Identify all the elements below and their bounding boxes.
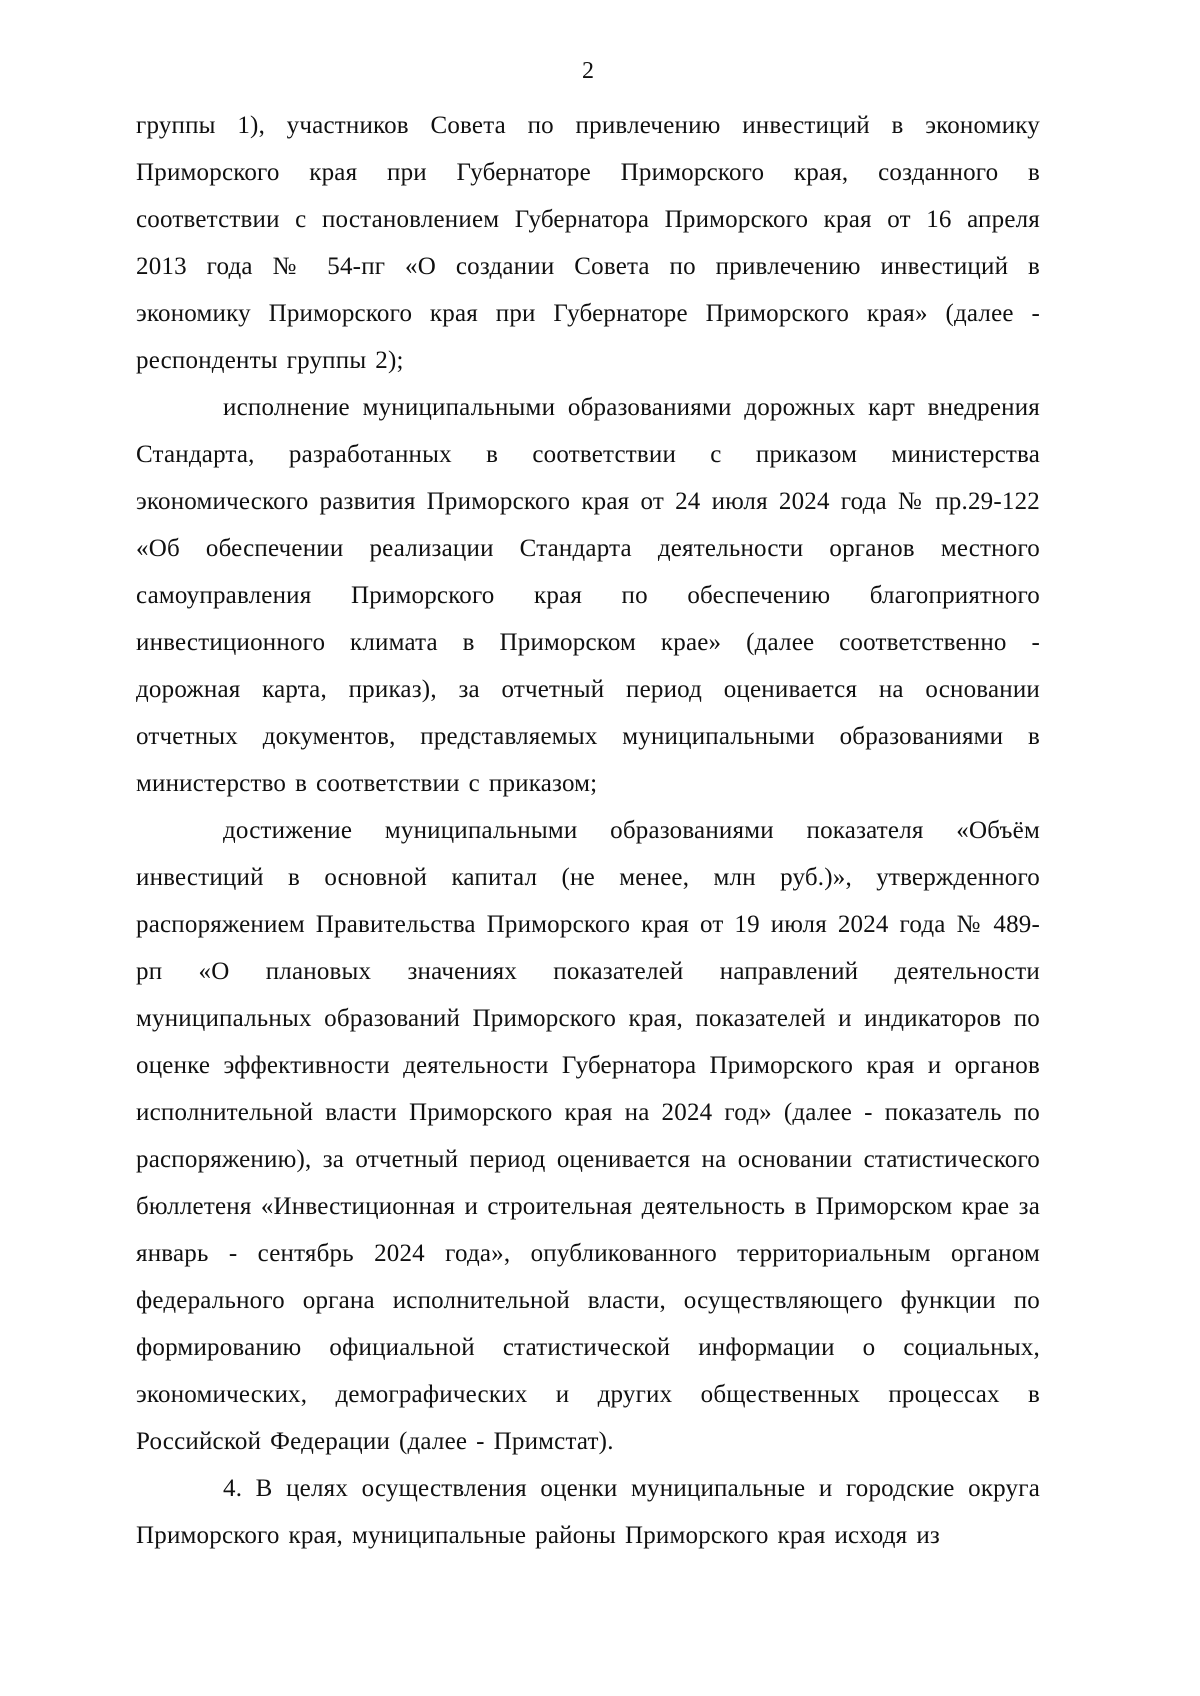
document-body: [136, 102, 1040, 1559]
paragraph: исполнение муниципальными образованиями дорожных карт внедрения Стандарта, разработанных в соответствии с приказом министерства экономического развития Приморского края от 24 июля 2024 года № пр.29-122 «Об обеспечении реализации Стандарта деятельности органов местного самоуправления Приморского края по обеспечению благоприятного инвестиционного климата в Приморском крае» (далее соответственно - дорожная карта, приказ), за отчетный период оценивается на основании отчетных документов, представляемых муниципальными образованиями в министерство в соответствии с приказом;: [136, 394, 1040, 797]
paragraph: достижение муниципальными образованиями показателя «Объём инвестиций в основной капитал (не менее, млн руб.)», утвержденного распоряжением Правительства Приморского края от 19 июля 2024 года № 489-рп «О плановых значениях показателей направлений деятельности муниципальных образований Приморского края, показателей и индикаторов по оценке эффективности деятельности Губернатора Приморского края и органов исполнительной власти Приморского края на 2024 год» (далее - показатель по распоряжению), за отчетный период оценивается на основании статистического бюллетеня «Инвестиционная и строительная деятельность в Приморском крае за январь - сентябрь 2024 года», опубликованного территориальным органом федерального органа исполнительной власти, осуществляющего функции по формированию официальной статистической информации о социальных, экономических, демографических и других общественных процессах в Российской Федерации (далее - Примстат).: [136, 817, 1040, 1455]
page-number: 2: [582, 58, 594, 84]
paragraph: группы 1), участников Совета по привлечению инвестиций в экономику Приморского края при Губернаторе Приморского края, созданного в соответствии с постановлением Губернатора Приморского края от 16 апреля 2013 года № 54-пг «О создании Совета по привлечению инвестиций в экономику Приморского края при Губернаторе Приморского края» (далее - респонденты группы 2);: [136, 112, 1040, 374]
paragraph: 4. В целях осуществления оценки муниципальные и городские округа Приморского края, муниципальные районы Приморского края исходя из: [136, 1475, 1040, 1549]
